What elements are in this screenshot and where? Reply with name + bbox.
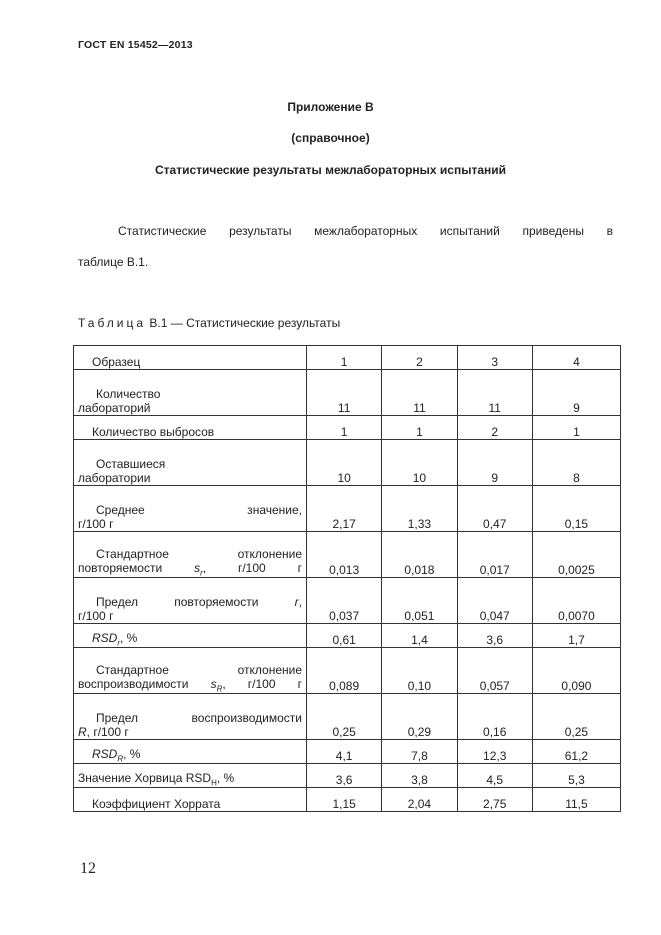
cell: 12,3 [457, 740, 532, 764]
table-row-horwitz [74, 764, 621, 788]
cell: 0,0025 [532, 532, 620, 578]
row-label: Количество лабораторий [74, 370, 307, 416]
table-row-sR [74, 648, 621, 694]
cell: 0,25 [532, 694, 620, 740]
table-row-mean [74, 486, 621, 532]
page-number: 12 [80, 860, 96, 877]
cell: 2,17 [307, 486, 382, 532]
cell: 1 [307, 416, 382, 440]
row-label: Оставшиеся лаборатории [74, 440, 307, 486]
table-caption-text: В.1 — Статистические результаты [146, 316, 341, 330]
table-row-repeatability-limit [74, 578, 621, 624]
table-caption [78, 316, 340, 330]
header-col3: 3 [457, 346, 532, 370]
table-row-sr [74, 532, 621, 578]
cell: 3,8 [382, 764, 457, 788]
table-row-rsdR [74, 740, 621, 764]
cell: 0,0070 [532, 578, 620, 624]
cell: 11 [307, 370, 382, 416]
cell: 7,8 [382, 740, 457, 764]
table-row-rsdr [74, 624, 621, 648]
table-row-labs [74, 370, 621, 416]
annex-title: Приложение В [287, 100, 374, 114]
table-row-reproducibility-limit [74, 694, 621, 740]
cell: 11,5 [532, 788, 620, 812]
cell: 1,33 [382, 486, 457, 532]
cell: 0,15 [532, 486, 620, 532]
statistics-table [73, 345, 621, 812]
row-label: Значение Хорвица $RSD_H$, % [74, 764, 307, 788]
cell: 0,29 [382, 694, 457, 740]
cell: 0,61 [307, 624, 382, 648]
cell: 3,6 [307, 764, 382, 788]
cell: 0,47 [457, 486, 532, 532]
row-label: Предел повторяемости r, г/100 г [74, 578, 307, 624]
row-label: Коэффициент Хоррата [74, 788, 307, 812]
cell: 9 [457, 440, 532, 486]
cell: 4,5 [457, 764, 532, 788]
header-col2: 2 [382, 346, 457, 370]
cell: 3,6 [457, 624, 532, 648]
row-label: $RSD_R$, % [74, 740, 307, 764]
row-label: Стандартное отклонение воспроизводимости $s_R$, г/100 г [74, 648, 307, 694]
row-label: $RSD_r$, % [74, 624, 307, 648]
cell: 0,090 [532, 648, 620, 694]
table-caption-prefix: Таблица [78, 316, 147, 330]
cell: 8 [532, 440, 620, 486]
cell: 1 [382, 416, 457, 440]
cell: 0,047 [457, 578, 532, 624]
cell: 0,037 [307, 578, 382, 624]
cell: 0,16 [457, 694, 532, 740]
row-label: Среднее значение, г/100 г [74, 486, 307, 532]
cell: 0,013 [307, 532, 382, 578]
table-row-horrat [74, 788, 621, 812]
cell: 10 [307, 440, 382, 486]
header-col4: 4 [532, 346, 620, 370]
cell: 5,3 [532, 764, 620, 788]
cell: 0,017 [457, 532, 532, 578]
cell: 1,15 [307, 788, 382, 812]
row-label: Количество выбросов [74, 416, 307, 440]
header-col1: 1 [307, 346, 382, 370]
cell: 0,051 [382, 578, 457, 624]
cell: 1 [532, 416, 620, 440]
row-label: Предел воспроизводимости R, г/100 г [74, 694, 307, 740]
table-row-outliers [74, 416, 621, 440]
cell: 2,04 [382, 788, 457, 812]
cell: 11 [457, 370, 532, 416]
header-sample: Образец [74, 346, 307, 370]
table-header-row [74, 346, 621, 370]
cell: 2 [457, 416, 532, 440]
cell: 1,4 [382, 624, 457, 648]
intro-paragraph-line2: таблице В.1. [78, 255, 149, 269]
annex-heading: Статистические результаты межлабораторных испытаний [154, 163, 506, 177]
cell: 11 [382, 370, 457, 416]
cell: 10 [382, 440, 457, 486]
cell: 0,10 [382, 648, 457, 694]
standard-designation: ГОСТ EN 15452—2013 [78, 39, 193, 51]
cell: 1,7 [532, 624, 620, 648]
table-row-remaining [74, 440, 621, 486]
row-label: Стандартное отклонение повторяемости $s_r$, г/100 г [74, 532, 307, 578]
cell: 0,057 [457, 648, 532, 694]
cell: 61,2 [532, 740, 620, 764]
cell: 4,1 [307, 740, 382, 764]
cell: 0,018 [382, 532, 457, 578]
cell: 0,25 [307, 694, 382, 740]
intro-paragraph-line1: Статистические результаты межлабораторных испытаний приведены в [118, 224, 613, 238]
annex-status: (справочное) [291, 131, 370, 145]
cell: 2,75 [457, 788, 532, 812]
cell: 0,089 [307, 648, 382, 694]
cell: 9 [532, 370, 620, 416]
